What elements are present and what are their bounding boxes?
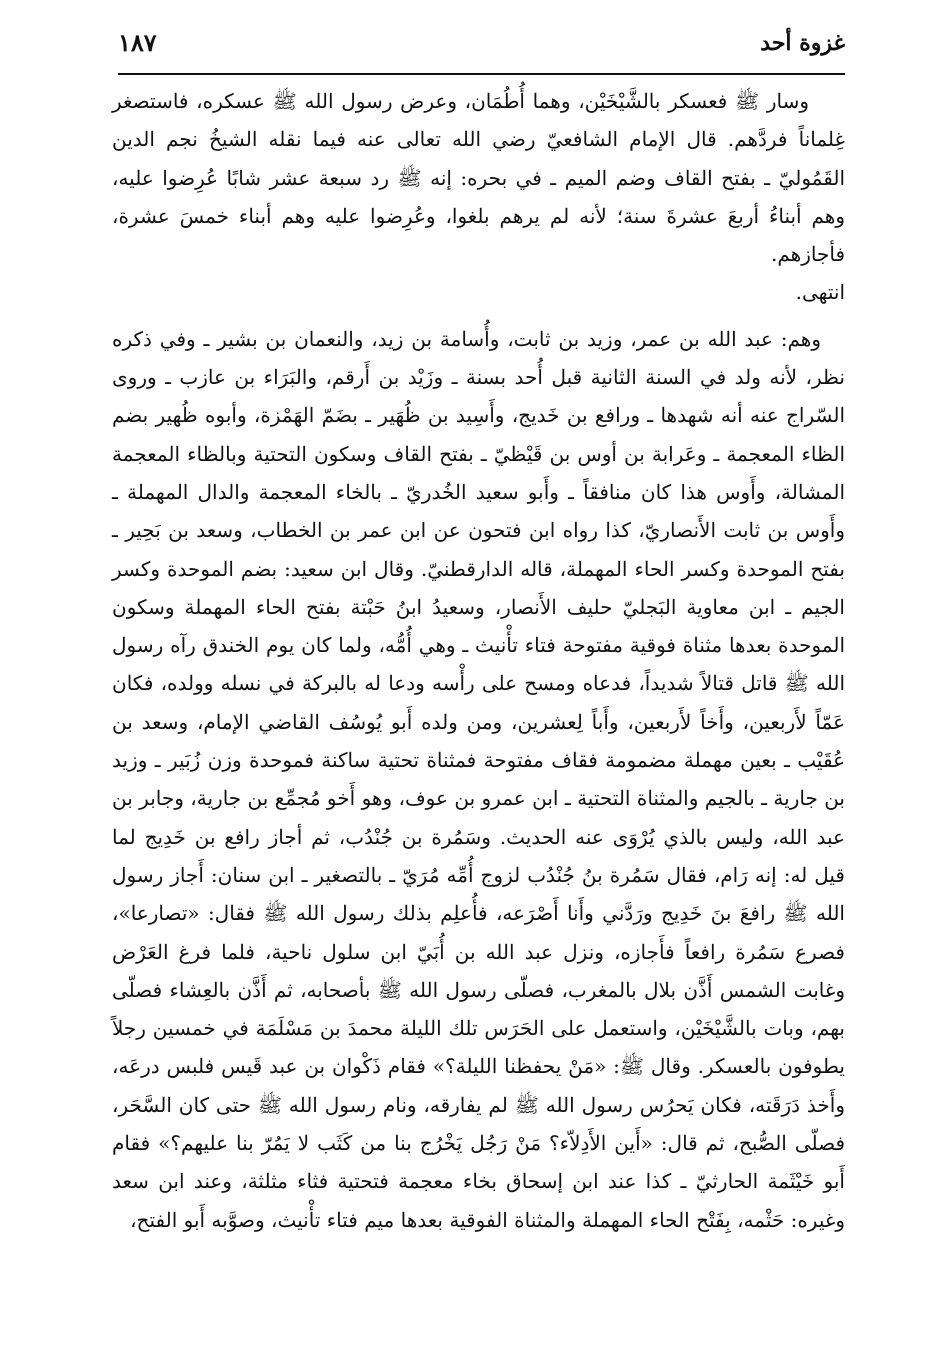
body-text — [112, 82, 845, 1239]
paragraph-end-note: انتهى. — [795, 280, 845, 305]
paragraph-2: وهم: عبد الله بن عمر، وزيد بن ثابت، وأُسامة بن زيد، والنعمان بن بشير ـ وفي ذكره نظر، لأنه ولد في السنة الثانية قبل أُحد بسنة ـ وزَيْد بن أَرقم، والبَرَاء بن عازب ـ وروى السّراج عنه أنه شهدها ـ ورافع بن خَديج، وأَسِيد بن ظُهَير ـ بضَمّ الهَمْزة، وأبوه ظُهير بضم الظاء المعجمة ـ وعَرابة بن أوس بن قَيْظيّ ـ بفتح القاف وسكون التحتية وبالظاء المعجمة المشالة، وأَوس هذا كان منافقاً ـ وأَبو سعيد الخُدريّ ـ بالخاء المعجمة والدال المهملة ـ وأَوس بن ثابت الأَنصاريّ، كذا رواه ابن فتحون عن ابن عمر بن الخطاب، وسعد بن بَحِير ـ بفتح الموحدة وكسر الحاء المهملة، قاله الدارقطنيّ. وقال ابن سعيد: بضم الموحدة وكسر الجيم ـ ابن معاوية البَجليّ حليف الأَنصار، وسعيدُ ابنُ حَبْتة بفتح الحاء المهملة وسكون الموحدة بعدها مثناة فوقية مفتوحة فتاء تأْنيث ـ وهي أُمُّه، ولما كان يوم الخندق رآه رسول الله ﷺ قاتل قتالاً شديداً، فدعاه ومسح على رأْسه ودعا له بالبركة في نسله وولده، فكان عَمّاً لأَربعين، وأَخاً لأَربعين، وأَباً لِعشرين، ومن ولده أَبو يُوسُف القاضي الإمام، وسعد بن عُقَيْب ـ بعين مهملة مضمومة فقاف مفتوحة فمثناة تحتية ساكنة فموحدة وزن زُبَير ـ وزيد بن جارية ـ بالجيم والمثناة التحتية ـ ابن عمرو بن عوف، وهو أَخو مُجمِّع بن جارية، وجابر بن عبد الله، وليس بالذي يُرْوَى عنه الحديث. وسَمُرة بن جُنْدُب، ثم أجاز رافع بن خَدِيج لما قيل له: إنه رَام، فقال سَمُرة بنُ جُنْدُب لزوج أُمِّه مُرَيّ ـ بالتصغير ـ ابن سنان: أَجاز رسول الله ﷺ رافعَ بنَ خَدِيج ورَدَّني وأَنا أَصْرَعه، فأُعلِم بذلك رسول الله ﷺ فقال: «تصارعا»، فصرع سَمُرة رافعاً فأَجازه، ونزل عبد الله بن أُبَيّ ابن سلول ناحية، فلما فرغ العَرْض وغابت الشمس أَذَّن بلال بالمغرب، فصلّى رسول الله ﷺ بأصحابه، ثم أَذَّن بالعِشاء فصلّى بهم، وبات بالشَّيْخَيْن، واستعمل على الحَرَس تلك الليلة محمدَ بن مَسْلَمَة في خمسين رجلاً يطوفون بالعسكر. وقال ﷺ: «مَنْ يحفظنا الليلة؟» فقام ذَكْوان بن عبد قَيس فلبس درعَه، وأَخذ دَرَقَته، فكان يَحرُس رسول الله ﷺ لم يفارقه، ونام رسول الله ﷺ حتى كان السَّحَر، فصلّى الصُّبح، ثم قال: «أَين الأَدِلاّء؟ مَنْ رَجُل يَخْرُج بنا من كَثَب لا يَمُرّ بنا عليهم؟» فقام أَبو خَيْثَمة الحارثيّ ـ كذا عند ابن إسحاق بخاء معجمة فتحتية فثاء مثلثة، وعند ابن سعد وغيره: حَثْمه، بِفَتْح الحاء المهملة والمثناة الفوقية بعدها ميم فتاء تأْنيث، وصوَّبه أَبو الفتح، — [112, 326, 846, 1232]
header-rule — [118, 73, 845, 75]
page-number: ١٨٧ — [118, 28, 157, 57]
paragraph-1: وسار ﷺ فعسكر بالشَّيْخَيْن، وهما أُطُمَان، وعرض رسول الله ﷺ عسكره، فاستصغر غِلماناً فردَّهم. قال الإمام الشافعيّ رضي الله تعالى عنه فيما نقله الشيخُ نجم الدين القَمُوليّ ـ بفتح القاف وضم الميم ـ في بحره: إنه ﷺ رد سبعة عشر شابًا عُرِضوا عليه، وهم أبناءُ أربعَ عشرةَ سنة؛ لأنه لم يرهم بلغوا، وعُرِضوا عليه وهم أبناء خمسَ عشرة، فأجازهم. — [112, 89, 845, 267]
page-header — [118, 22, 845, 72]
paragraph-gap — [112, 312, 845, 320]
running-title: غزوة أحد — [760, 30, 845, 56]
